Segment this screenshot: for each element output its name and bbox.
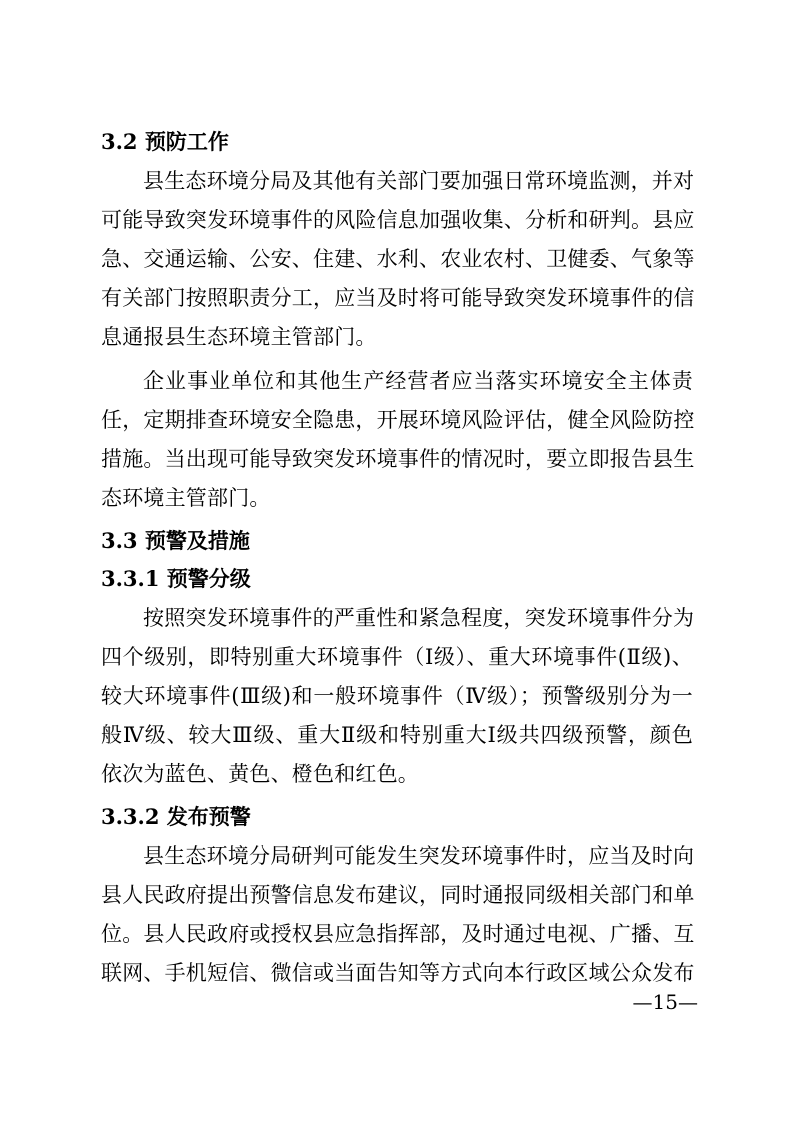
paragraph-line: 按照突发环境事件的严重性和紧急程度，突发环境事件分为 [143, 606, 695, 630]
paragraph [101, 162, 693, 357]
paragraph-line: 般Ⅳ级、较大Ⅲ级、重大Ⅱ级和特别重大Ⅰ级共四级预警，颜色 [101, 723, 693, 747]
section-heading: 3.2 预防工作 [101, 129, 229, 154]
subsection-heading: 3.3.2 发布预警 [101, 804, 251, 829]
paragraph-line: 县生态环境分局研判可能发生突发环境事件时，应当及时向 [143, 844, 695, 868]
paragraph [101, 837, 693, 993]
paragraph-line: 四个级别，即特别重大环境事件（Ⅰ级）、重大环境事件(Ⅱ级)、 [101, 645, 693, 669]
section-heading: 3.3 预警及措施 [101, 528, 250, 553]
paragraph-line: 较大环境事件(Ⅲ级)和一般环境事件（Ⅳ级）；预警级别分为一 [101, 684, 693, 708]
document-body [101, 124, 693, 998]
paragraph-line: 可能导致突发环境事件的风险信息加强收集、分析和研判。县应 [101, 208, 695, 232]
paragraph-line: 急、交通运输、公安、住建、水利、农业农村、卫健委、气象等 [101, 247, 695, 271]
paragraph-line: 态环境主管部门。 [101, 486, 271, 510]
paragraph-line: 有关部门按照职责分工，应当及时将可能导致突发环境事件的信 [101, 286, 695, 310]
paragraph-line: 县人民政府提出预警信息发布建议，同时通报同级相关部门和单 [101, 883, 695, 907]
paragraph-line: 企业事业单位和其他生产经营者应当落实环境安全主体责 [143, 369, 693, 393]
paragraph [101, 362, 693, 518]
paragraph-line: 措施。当出现可能导致突发环境事件的情况时，要立即报告县生 [101, 447, 695, 471]
paragraph-line: 县生态环境分局及其他有关部门要加强日常环境监测，并对 [143, 169, 695, 193]
paragraph-line: 依次为蓝色、黄色、橙色和红色。 [101, 762, 419, 786]
page-number: —15— [632, 990, 698, 1014]
paragraph-line: 任，定期排查环境安全隐患，开展环境风险评估，健全风险防控 [101, 408, 695, 432]
subsection-heading: 3.3.1 预警分级 [101, 566, 251, 591]
paragraph-line: 息通报县生态环境主管部门。 [101, 325, 377, 349]
paragraph-line: 联网、手机短信、微信或当面告知等方式向本行政区域公众发布 [101, 961, 695, 985]
paragraph [101, 599, 693, 794]
paragraph-line: 位。县人民政府或授权县应急指挥部，及时通过电视、广播、互 [101, 922, 695, 946]
